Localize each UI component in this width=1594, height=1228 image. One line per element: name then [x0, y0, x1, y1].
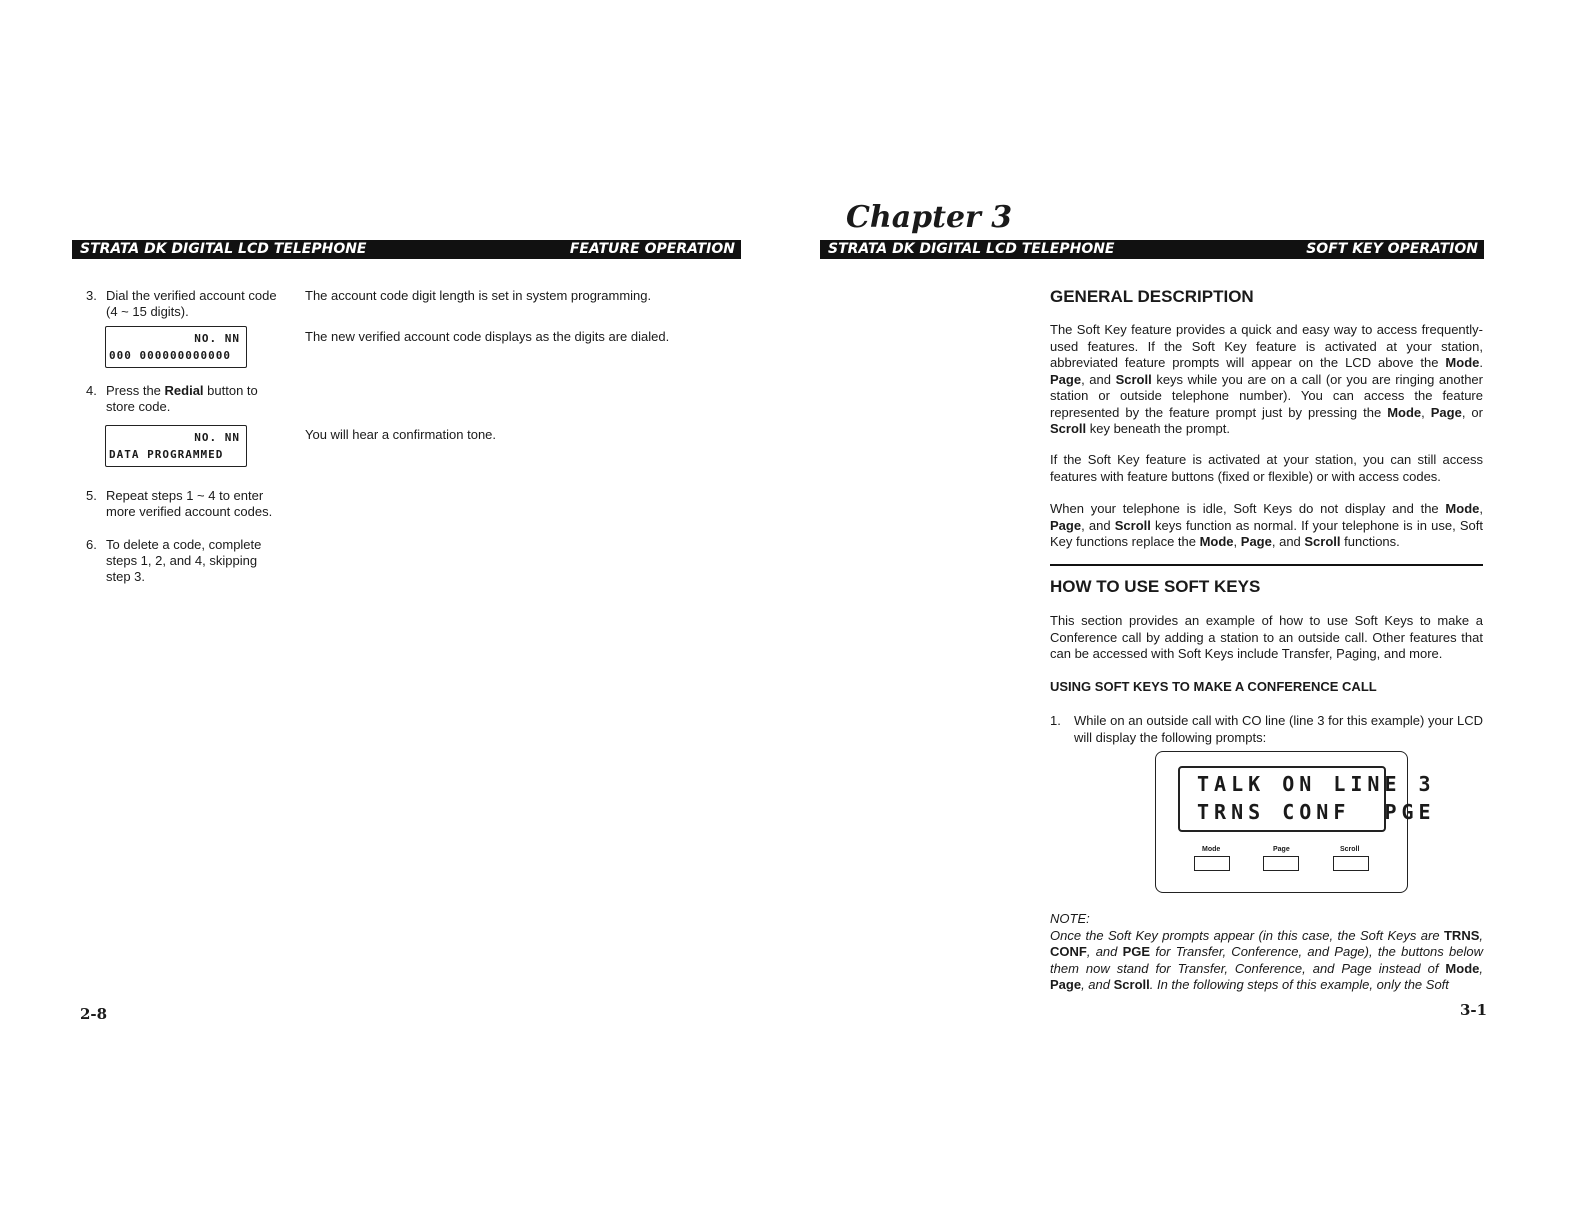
note-block: NOTE: Once the Soft Key prompts appear (in this case, the Soft Keys are TRNS, CONF, and PGE for Transfer, Conference, and Page), the buttons below them now stand for Transfer, Conference, and Page instead of Mode, Page, and Scroll. In the following steps of this example, only the Soft	[1050, 911, 1483, 992]
lcd-row-1: TALK ON LINE 3	[1197, 772, 1436, 796]
general-description-paragraph-2: If the Soft Key feature is activated at your station, you can still access features with feature buttons (fixed or flexible) or with access codes.	[1050, 452, 1483, 484]
mode-key	[1194, 856, 1230, 871]
lcd-row-1: NO. NN	[194, 431, 240, 444]
step-6-line-2: steps 1, 2, and 4, skipping	[106, 553, 258, 568]
step-3-line-1: Dial the verified account code	[106, 288, 277, 303]
step-5-line-2: more verified account codes.	[106, 504, 273, 519]
left-header-bar	[72, 240, 741, 259]
description-digit-length: The account code digit length is set in system programming.	[305, 288, 652, 303]
lcd-row-2: TRNS CONF PGE	[1197, 800, 1436, 824]
page-key	[1263, 856, 1299, 871]
section-divider	[1050, 564, 1483, 566]
step-number: 6.	[86, 537, 97, 552]
how-to-use-heading: HOW TO USE SOFT KEYS	[1050, 577, 1261, 596]
conference-step-1	[1050, 713, 1483, 746]
general-description-heading: GENERAL DESCRIPTION	[1050, 287, 1254, 306]
right-header-section: SOFT KEY OPERATION	[1306, 241, 1478, 257]
step-number: 4.	[86, 383, 97, 398]
scroll-key-label: Scroll	[1340, 846, 1360, 853]
left-header-section: FEATURE OPERATION	[569, 241, 735, 257]
step-4-line-2: store code.	[106, 399, 171, 414]
conference-step-1-text: While on an outside call with CO line (line 3 for this example) your LCD will display the following prompts:	[1074, 713, 1483, 745]
right-page-number: 3-1	[1460, 1001, 1488, 1019]
description-confirmation-tone: You will hear a confirmation tone.	[305, 427, 497, 442]
lcd-display-account-code	[105, 326, 247, 368]
mode-key-label: Mode	[1202, 846, 1221, 853]
lcd-row-1: NO. NN	[194, 332, 240, 345]
lcd-row-2: 000 000000000000	[109, 349, 231, 362]
step-number: 1.	[1050, 713, 1061, 728]
scroll-key	[1333, 856, 1369, 871]
description-code-displays: The new verified account code displays as the digits are dialed.	[305, 329, 670, 344]
step-4-line-1-post: button to	[203, 383, 258, 398]
step-6-line-3: step 3.	[106, 569, 146, 584]
step-3-line-2: (4 ~ 15 digits).	[106, 304, 189, 319]
page-key-label: Page	[1273, 846, 1290, 853]
redial-keyword: Redial	[164, 383, 204, 398]
note-label: NOTE:	[1050, 911, 1090, 926]
right-header-bar	[820, 240, 1484, 259]
step-5-line-1: Repeat steps 1 ~ 4 to enter	[106, 488, 264, 503]
general-description-paragraph-3: When your telephone is idle, Soft Keys do not display and the Mode, Page, and Scroll keys function as normal. If your telephone is in use, Soft Key functions replace the Mode, Page, and Scroll functions.	[1050, 501, 1483, 549]
step-number: 5.	[86, 488, 97, 503]
how-to-use-paragraph: This section provides an example of how to use Soft Keys to make a Conference call by adding a station to an outside call. Other features that can be accessed with Soft Keys include Transfer, Paging, and more.	[1050, 613, 1483, 661]
right-header-title: STRATA DK DIGITAL LCD TELEPHONE	[828, 241, 1115, 257]
conference-call-subheading: USING SOFT KEYS TO MAKE A CONFERENCE CALL	[1050, 679, 1377, 694]
step-6-line-1: To delete a code, complete	[106, 537, 262, 552]
general-description-paragraph-1: The Soft Key feature provides a quick and easy way to access frequently-used features. If the Soft Key feature is activated at your station, abbreviated feature prompts will appear on the LCD above the Mode. Page, and Scroll keys while you are on a call (or you are ringing another station or outside telephone number). You can access the feature represented by the feature prompt just by pressing the Mode, Page, or Scroll key beneath the prompt.	[1050, 322, 1483, 436]
step-4-line-1-pre: Press the	[106, 383, 165, 398]
lcd-display-data-programmed	[105, 425, 247, 467]
telephone-lcd-illustration	[1155, 751, 1436, 893]
chapter-title: Chapter 3	[846, 200, 1013, 235]
lcd-screen	[1178, 766, 1436, 832]
left-page-number: 2-8	[80, 1005, 108, 1023]
left-header-title: STRATA DK DIGITAL LCD TELEPHONE	[80, 241, 367, 257]
step-number: 3.	[86, 288, 97, 303]
lcd-row-2: DATA PROGRAMMED	[109, 448, 224, 461]
